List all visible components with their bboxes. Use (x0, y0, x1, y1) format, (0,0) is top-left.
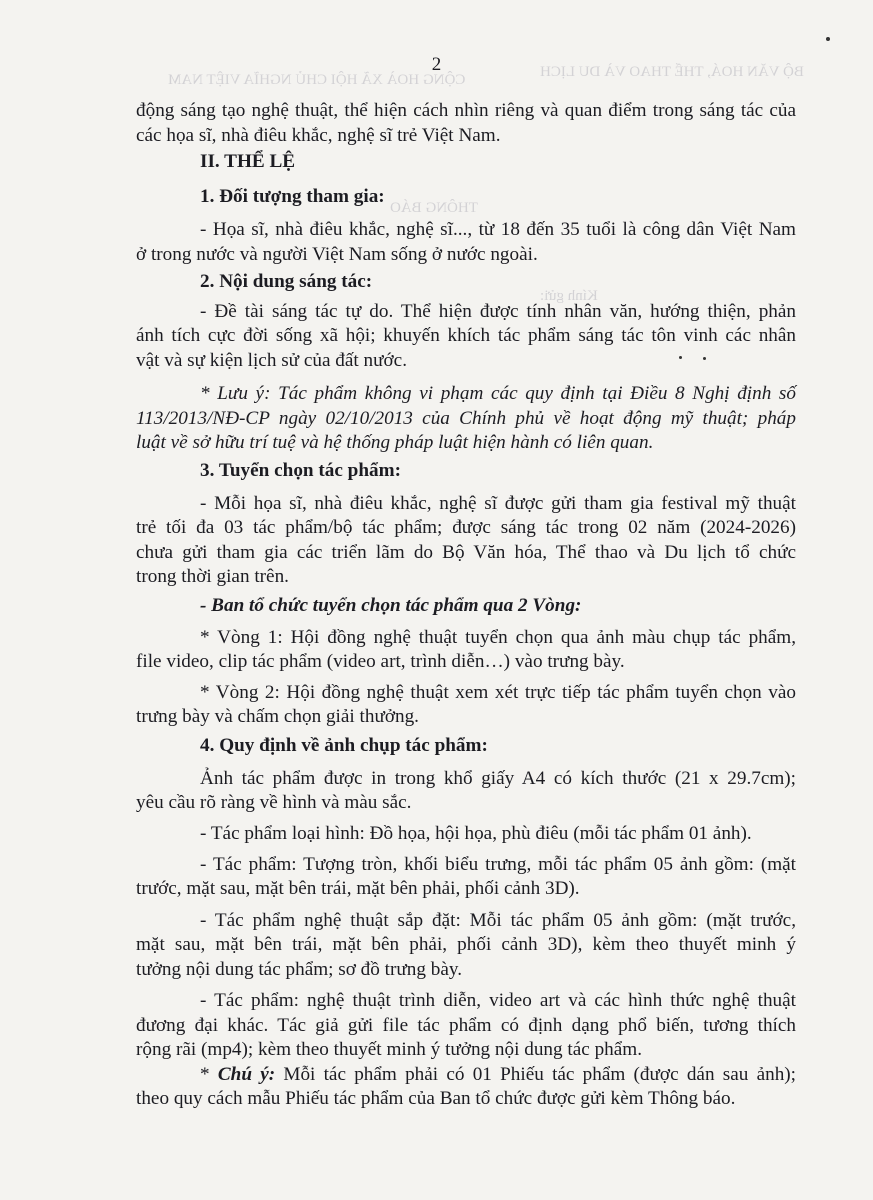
paragraph-line: - Tác phẩm nghệ thuật sắp đặt: Mỗi tác phẩm 05 ảnh gồm: (mặt trước, (200, 910, 796, 931)
note-line: * Lưu ý: Tác phẩm không vi phạm các quy định tại Điều 8 Nghị định số (200, 383, 796, 404)
paragraph-line: đương đại khác. Tác giả gửi file tác phẩm có định dạng phổ biến, tương thích (136, 1015, 796, 1036)
paragraph-line: file video, clip tác phẩm (video art, trình diễn…) vào trưng bày. (136, 651, 625, 672)
paragraph-line: - Tác phẩm: Tượng tròn, khối biểu trưng, mỗi tác phẩm 05 ảnh gồm: (mặt (200, 854, 796, 875)
paragraph-line: - Đề tài sáng tác tự do. Thể hiện được tính nhân văn, hướng thiện, phản (200, 301, 796, 322)
attention-text: Mỗi tác phẩm phải có 01 Phiếu tác phẩm (được dán sau ảnh); (275, 1064, 797, 1085)
paragraph-line: chưa gửi tham gia các triển lãm do Bộ Văn hóa, Thể thao và Du lịch tổ chức (136, 542, 796, 563)
bleed-through-text: THÔNG BÁO (390, 200, 478, 216)
section-heading: II. THỂ LỆ (200, 151, 296, 172)
paragraph-line: - Mỗi họa sĩ, nhà điêu khắc, nghệ sĩ được gửi tham gia festival mỹ thuật (200, 493, 796, 514)
paragraph-line: động sáng tạo nghệ thuật, thể hiện cách nhìn riêng và quan điểm trong sáng tác của (136, 100, 796, 121)
paragraph-line: trong thời gian trên. (136, 566, 289, 587)
paragraph-line: ánh tích cực đời sống xã hội; khuyến khích tác phẩm sáng tác tôn vinh các nhân (136, 325, 796, 346)
note-line: 113/2013/NĐ-CP ngày 02/10/2013 của Chính phủ về hoạt động mỹ thuật; pháp (136, 408, 796, 429)
paragraph-line: các họa sĩ, nhà điêu khắc, nghệ sĩ trẻ Việt Nam. (136, 125, 501, 146)
paragraph-line: - Tác phẩm: nghệ thuật trình diễn, video art và các hình thức nghệ thuật (200, 990, 796, 1011)
bleed-through-text: Kính gửi: (540, 288, 598, 304)
speck (703, 357, 706, 360)
speck (826, 37, 830, 41)
paragraph-line: trưng bày và chấm chọn giải thưởng. (136, 706, 419, 727)
paragraph-line: - Tác phẩm loại hình: Đồ họa, hội họa, phù điêu (mỗi tác phẩm 01 ảnh). (200, 823, 752, 844)
paragraph-line: theo quy cách mẫu Phiếu tác phẩm của Ban tổ chức được gửi kèm Thông báo. (136, 1088, 736, 1109)
speck (679, 356, 682, 359)
paragraph-line: trẻ tối đa 03 tác phẩm/bộ tác phẩm; được sáng tác trong 02 năm (2024-2026) (136, 517, 796, 538)
note-line: luật về sở hữu trí tuệ và hệ thống pháp luật hiện hành có liên quan. (136, 432, 654, 453)
paragraph-line: * Vòng 2: Hội đồng nghệ thuật xem xét trực tiếp tác phẩm tuyển chọn vào (200, 682, 796, 703)
bleed-through-text: BỘ VĂN HOÁ, THỂ THAO VÀ DU LỊCH (540, 64, 804, 80)
paragraph-line: * Vòng 1: Hội đồng nghệ thuật tuyển chọn qua ảnh màu chụp tác phẩm, (200, 627, 796, 648)
paragraph-line: rộng rãi (mp4); kèm theo thuyết minh ý tưởng nội dung tác phẩm. (136, 1039, 643, 1060)
paragraph-line: mặt sau, mặt bên trái, mặt bên phải, phối cảnh 3D), kèm theo thuyết minh ý (136, 934, 796, 955)
paragraph-line: Ảnh tác phẩm được in trong khổ giấy A4 có kích thước (21 x 29.7cm); (200, 768, 796, 789)
attention-line: * Chú ý: Mỗi tác phẩm phải có 01 Phiếu tác phẩm (được dán sau ảnh); (200, 1064, 797, 1085)
paragraph-line: tưởng nội dung tác phẩm; sơ đồ trưng bày. (136, 959, 463, 980)
subsection-heading: 4. Quy định về ảnh chụp tác phẩm: (200, 735, 488, 756)
paragraph-line: yêu cầu rõ ràng về hình và màu sắc. (136, 792, 412, 813)
attention-label: Chú ý: (217, 1064, 276, 1085)
bleed-through-text: CỘNG HOÀ XÃ HỘI CHỦ NGHĨA VIỆT NAM (168, 72, 466, 88)
subsection-heading: 1. Đối tượng tham gia: (200, 186, 385, 207)
page-number: 2 (431, 54, 442, 75)
paragraph-line: ở trong nước và người Việt Nam sống ở nước ngoài. (136, 244, 538, 265)
subsection-heading: 2. Nội dung sáng tác: (200, 271, 373, 292)
paragraph-line: trước, mặt sau, mặt bên trái, mặt bên phải, phối cảnh 3D). (136, 878, 580, 899)
rounds-heading: - Ban tổ chức tuyển chọn tác phẩm qua 2 Vòng: (200, 595, 582, 616)
paragraph-line: vật và sự kiện lịch sử của đất nước. (136, 350, 407, 371)
subsection-heading: 3. Tuyển chọn tác phẩm: (200, 460, 401, 481)
paragraph-line: - Họa sĩ, nhà điêu khắc, nghệ sĩ..., từ 18 đến 35 tuổi là công dân Việt Nam (200, 219, 796, 240)
